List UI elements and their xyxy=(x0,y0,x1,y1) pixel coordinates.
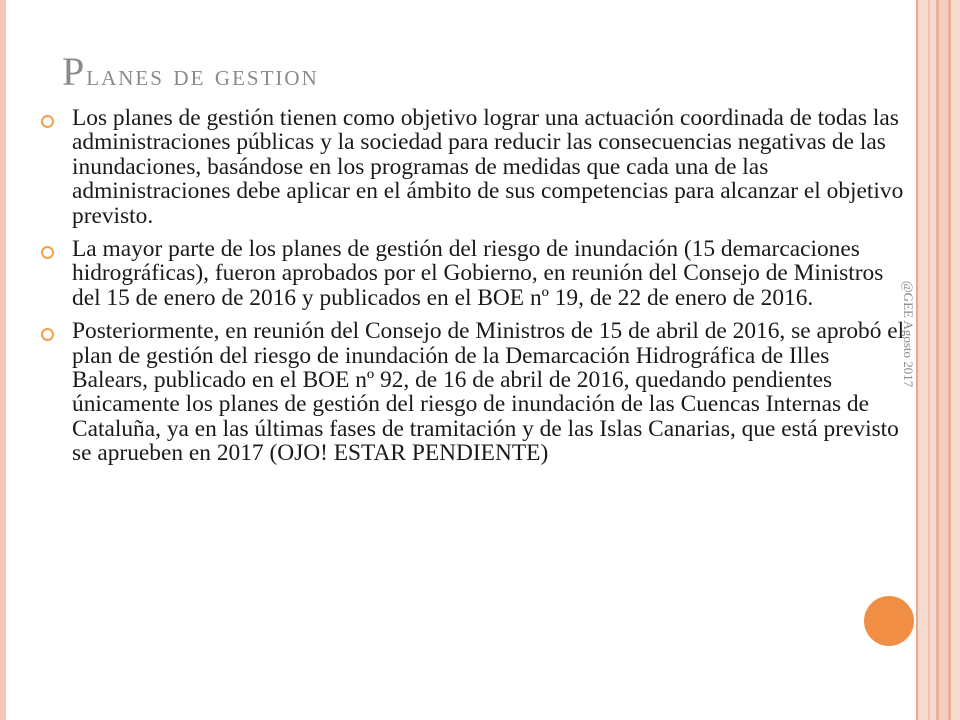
bullet-item xyxy=(38,106,908,228)
bullet-text: Posteriormente, en reunión del Consejo de Ministros de 15 de abril de 2016, se aprobó el plan de gestión del riesgo de inundación de la Demarcación Hidrográfica de Illes Balears, publicado en el BOE nº 92, de 16 de abril de 2016, quedando pendientes únicamente los planes de gestión del riesgo de inundación de las Cuencas Internas de Cataluña, ya en las últimas fases de tramitación y de las Islas Canarias, que está previsto se aprueben en 2017 (OJO! ESTAR PENDIENTE) xyxy=(72,318,905,467)
accent-circle xyxy=(864,596,914,646)
slide-title-initial: P xyxy=(62,49,87,94)
slide-content xyxy=(38,106,908,475)
bullet-ring-icon xyxy=(41,246,54,259)
vertical-footer-note: @GEE Agosto 2017 xyxy=(901,280,916,388)
bullet-text: La mayor parte de los planes de gestión del riesgo de inundación (15 demarcaciones hidrográficas), fueron aprobados por el Gobierno, en reunión del Consejo de Ministros del 15 de enero de 2016 y publicados en el BOE nº 19, de 22 de enero de 2016. xyxy=(72,236,884,311)
slide-title xyxy=(62,49,319,96)
bullet-text: Los planes de gestión tienen como objetivo lograr una actuación coordinada de todas las administraciones públicas y la sociedad para reducir las consecuencias negativas de las inundaciones, basándose en los programas de medidas que cada una de las administraciones debe aplicar en el ámbito de sus competencias para alcanzar el objetivo previsto. xyxy=(72,105,904,229)
left-frame-border xyxy=(0,0,6,720)
bullet-item xyxy=(38,237,908,310)
right-frame-stripes xyxy=(918,0,960,720)
bullet-ring-icon xyxy=(41,328,54,341)
bullet-item xyxy=(38,319,908,465)
bullet-ring-icon xyxy=(41,115,54,128)
slide-title-rest: lanes de gestion xyxy=(86,59,319,92)
